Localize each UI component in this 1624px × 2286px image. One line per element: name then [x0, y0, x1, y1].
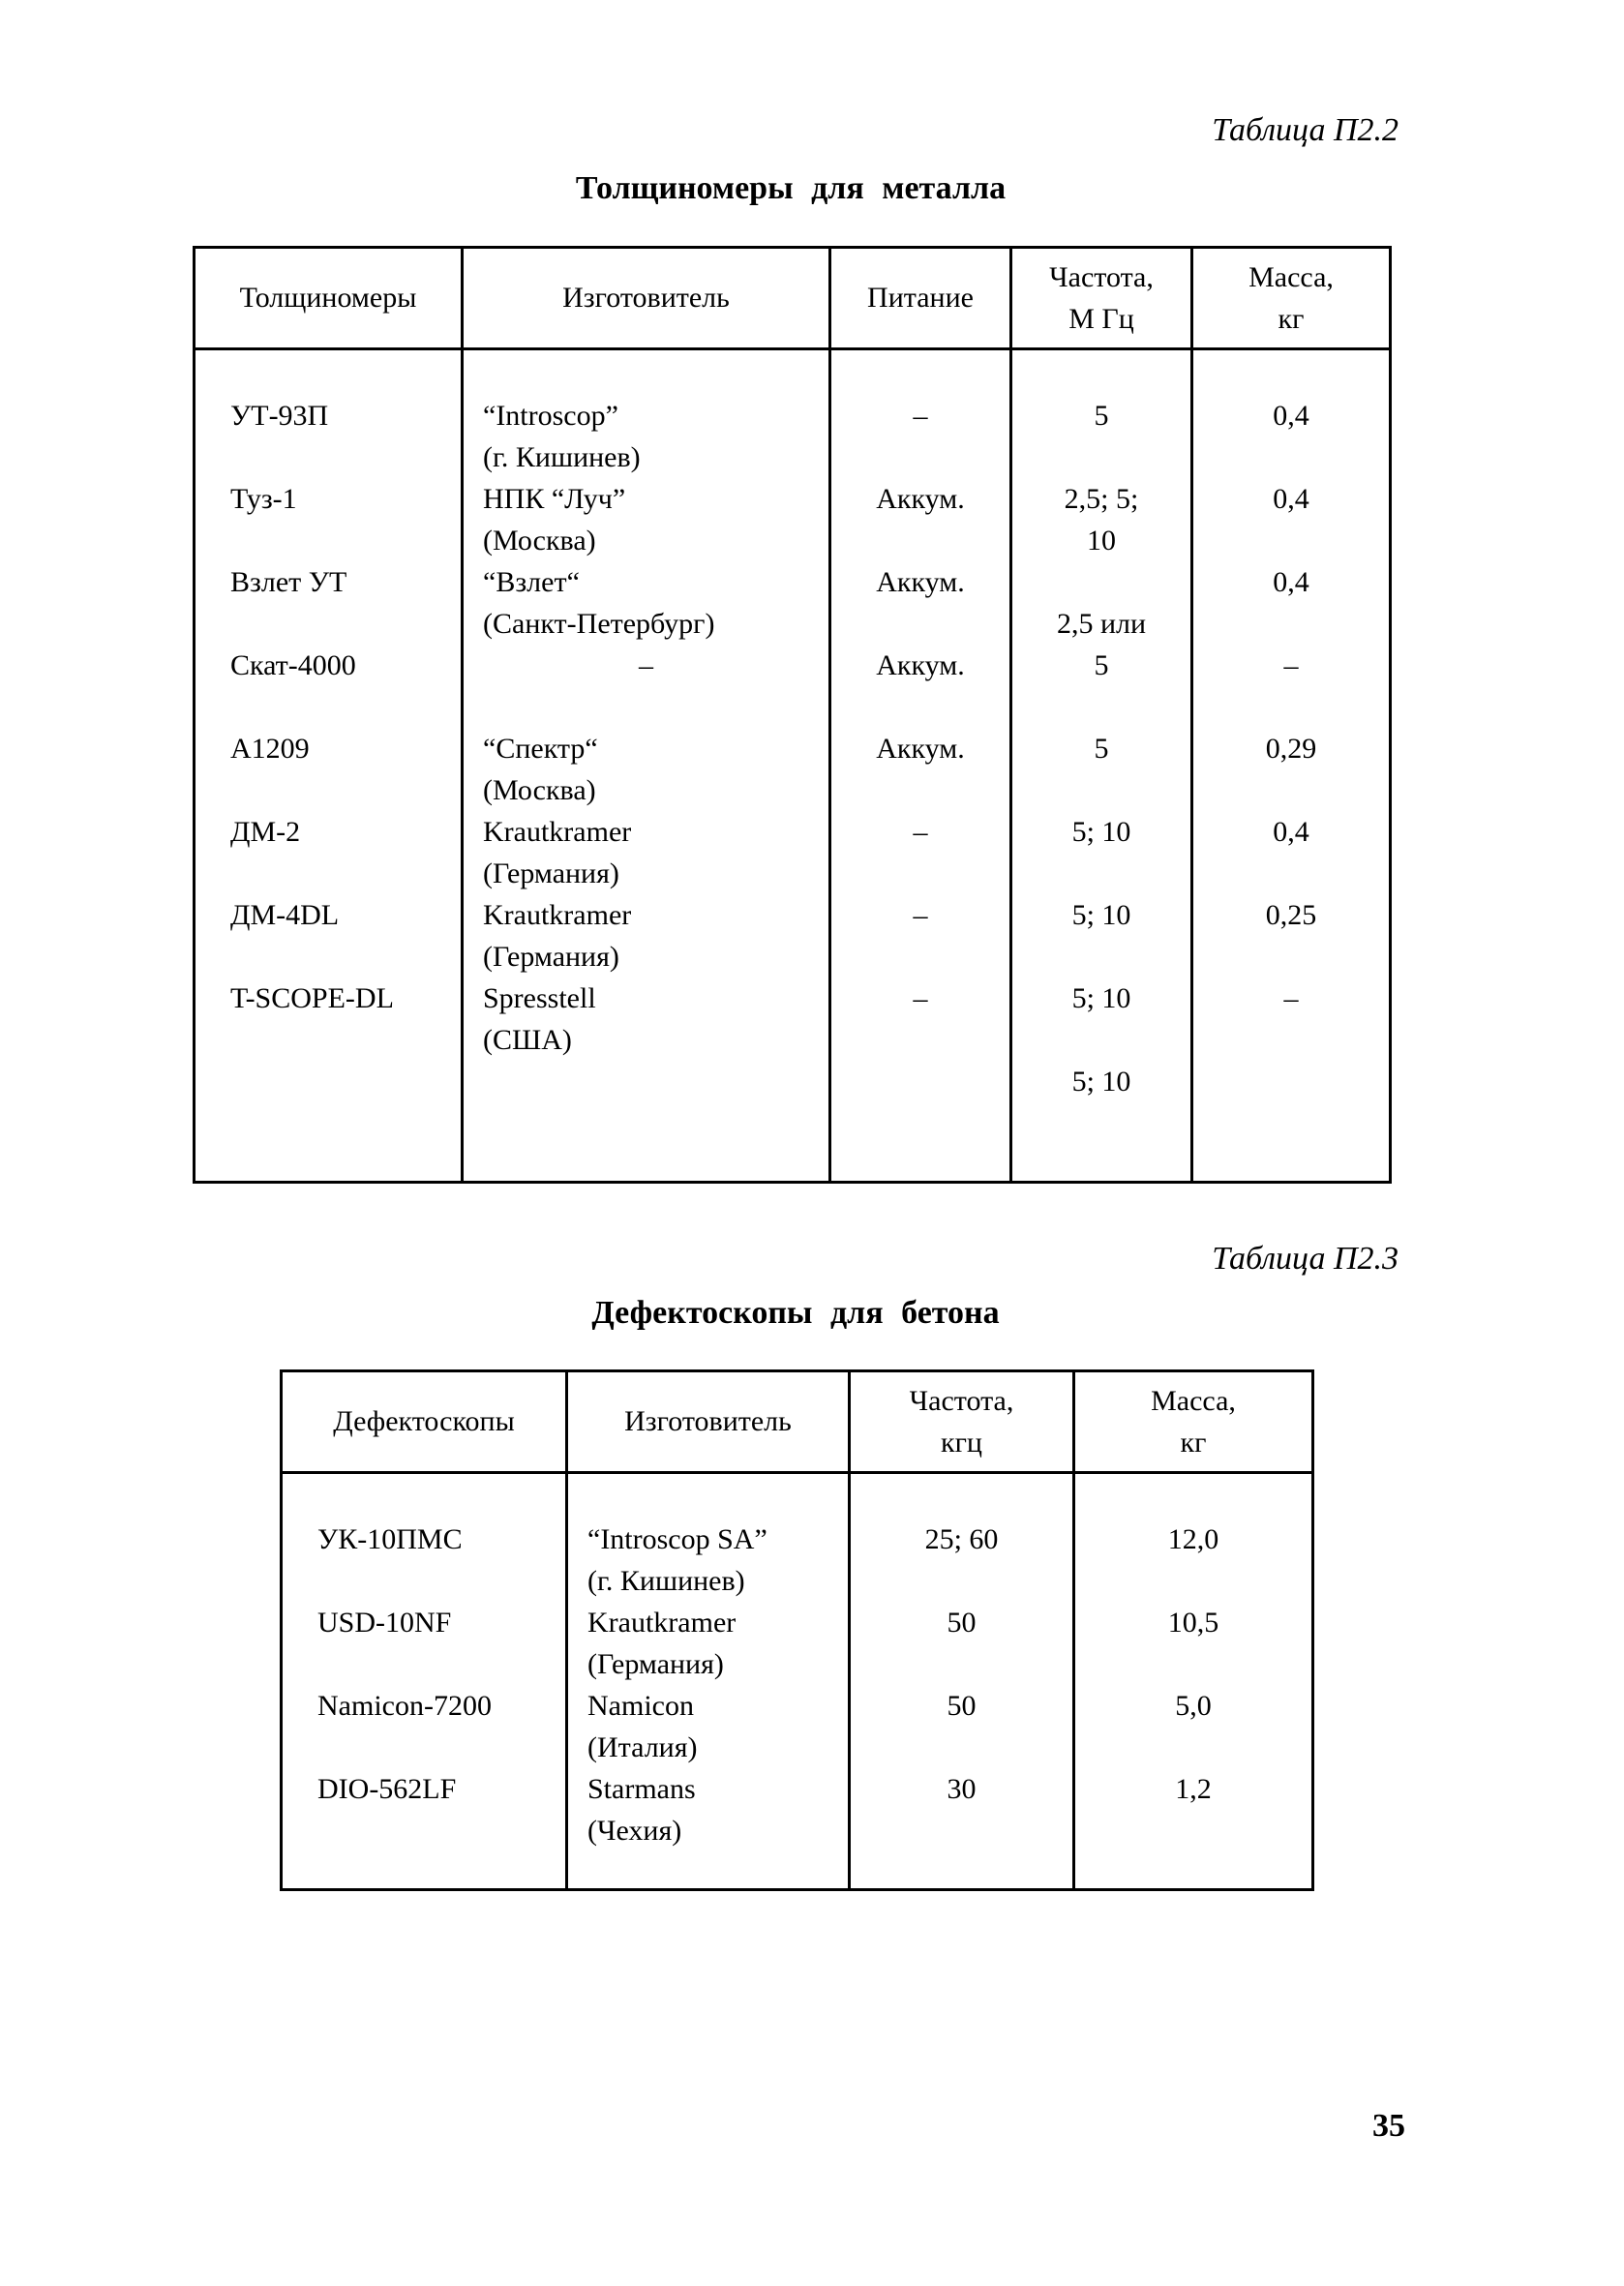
cell-frequency: 2,5; 5; 10	[1011, 478, 1192, 561]
page-number: 35	[1372, 2108, 1405, 2144]
table-row	[195, 478, 1391, 561]
table-row	[282, 1768, 1313, 1890]
table-row	[195, 561, 1391, 645]
cell-mass: 0,25	[1192, 894, 1391, 978]
cell-device: УТ-93П	[195, 349, 463, 479]
table-row	[195, 728, 1391, 811]
cell-device: USD-10NF	[282, 1602, 567, 1685]
table-row	[195, 645, 1391, 728]
header-device: Толщиномеры	[195, 248, 463, 349]
cell-maker: “Взлет“ (Санкт-Петербург)	[463, 561, 830, 645]
header-mass	[1074, 1371, 1313, 1473]
table2-flaw-detectors	[280, 1369, 1314, 1891]
cell-device: DIO-562LF	[282, 1768, 567, 1890]
cell-frequency: 5; 10	[1011, 811, 1192, 894]
header-mass-line1: Масса,	[1151, 1385, 1236, 1417]
cell-frequency: 5	[1011, 645, 1192, 728]
table-row	[195, 349, 1391, 479]
header-power: Питание	[830, 248, 1011, 349]
table1-title: Толщиномеры для металла	[575, 170, 1007, 206]
header-frequency	[1011, 248, 1192, 349]
table-row	[195, 811, 1391, 894]
cell-frequency: 5; 10	[1011, 894, 1192, 978]
cell-device: ДМ-4DL	[195, 894, 463, 978]
cell-mass: 10,5	[1074, 1602, 1313, 1685]
cell-mass: 0,29	[1192, 728, 1391, 811]
cell-device: ДМ-2	[195, 811, 463, 894]
header-frequency-line2: М Гц	[1068, 303, 1134, 335]
cell-maker: Krautkramer (Германия)	[567, 1602, 850, 1685]
cell-frequency: 50	[850, 1602, 1074, 1685]
cell-mass	[1192, 1061, 1391, 1183]
header-maker: Изготовитель	[567, 1371, 850, 1473]
cell-frequency: 5; 10	[1011, 978, 1192, 1061]
cell-frequency: 5	[1011, 728, 1192, 811]
cell-device: А1209	[195, 728, 463, 811]
cell-device: Namicon-7200	[282, 1685, 567, 1768]
cell-maker: Krautkramer (Германия)	[463, 894, 830, 978]
cell-frequency: 5	[1011, 349, 1192, 479]
table1-thickness-gauges	[193, 246, 1392, 1184]
cell-power: Аккум.	[830, 561, 1011, 645]
table-row	[282, 1473, 1313, 1603]
cell-mass: 0,4	[1192, 561, 1391, 645]
cell-frequency: 2,5 или	[1011, 561, 1192, 645]
table2-caption: Таблица П2.3	[1212, 1241, 1398, 1277]
header-frequency-line1: Частота,	[1049, 261, 1154, 293]
cell-power: –	[830, 978, 1011, 1061]
cell-device: УК-10ПМС	[282, 1473, 567, 1603]
cell-maker: “Introscop” (г. Кишинев)	[463, 349, 830, 479]
cell-mass: 0,4	[1192, 478, 1391, 561]
cell-power: Аккум.	[830, 645, 1011, 728]
header-mass-line2: кг	[1180, 1427, 1207, 1459]
cell-mass: 1,2	[1074, 1768, 1313, 1890]
cell-maker: “Спектр“ (Москва)	[463, 728, 830, 811]
cell-maker: Krautkramer (Германия)	[463, 811, 830, 894]
header-mass	[1192, 248, 1391, 349]
cell-maker: Spresstell (США)	[463, 978, 830, 1061]
table1-header-row	[195, 248, 1391, 349]
table-row	[282, 1602, 1313, 1685]
cell-device	[195, 1061, 463, 1183]
cell-frequency: 50	[850, 1685, 1074, 1768]
table-row	[195, 1061, 1391, 1183]
cell-device: T-SCOPE-DL	[195, 978, 463, 1061]
header-mass-line1: Масса,	[1248, 261, 1334, 293]
cell-power: –	[830, 811, 1011, 894]
table1-caption: Таблица П2.2	[1212, 112, 1398, 148]
cell-power	[830, 1061, 1011, 1183]
cell-power: –	[830, 349, 1011, 479]
cell-frequency: 30	[850, 1768, 1074, 1890]
cell-device: Скат-4000	[195, 645, 463, 728]
cell-mass: 0,4	[1192, 811, 1391, 894]
cell-mass: –	[1192, 645, 1391, 728]
table2-header-row	[282, 1371, 1313, 1473]
cell-mass: –	[1192, 978, 1391, 1061]
header-mass-line2: кг	[1278, 303, 1305, 335]
table-row	[195, 894, 1391, 978]
header-maker: Изготовитель	[463, 248, 830, 349]
cell-power: –	[830, 894, 1011, 978]
table2-title: Дефектоскопы для бетона	[591, 1295, 1000, 1331]
cell-power: Аккум.	[830, 478, 1011, 561]
table-row	[195, 978, 1391, 1061]
header-frequency	[850, 1371, 1074, 1473]
cell-maker: “Introscop SA” (г. Кишинев)	[567, 1473, 850, 1603]
cell-device: Туз-1	[195, 478, 463, 561]
header-device: Дефектоскопы	[282, 1371, 567, 1473]
cell-maker: НПК “Луч” (Москва)	[463, 478, 830, 561]
table-row	[282, 1685, 1313, 1768]
header-frequency-line2: кгц	[941, 1427, 982, 1459]
cell-mass: 0,4	[1192, 349, 1391, 479]
cell-maker: Namicon (Италия)	[567, 1685, 850, 1768]
cell-frequency: 25; 60	[850, 1473, 1074, 1603]
cell-maker	[463, 1061, 830, 1183]
cell-mass: 5,0	[1074, 1685, 1313, 1768]
cell-device: Взлет УТ	[195, 561, 463, 645]
header-frequency-line1: Частота,	[909, 1385, 1014, 1417]
cell-mass: 12,0	[1074, 1473, 1313, 1603]
cell-frequency: 5; 10	[1011, 1061, 1192, 1183]
cell-power: Аккум.	[830, 728, 1011, 811]
cell-maker: Starmans (Чехия)	[567, 1768, 850, 1890]
cell-maker: –	[463, 645, 830, 728]
